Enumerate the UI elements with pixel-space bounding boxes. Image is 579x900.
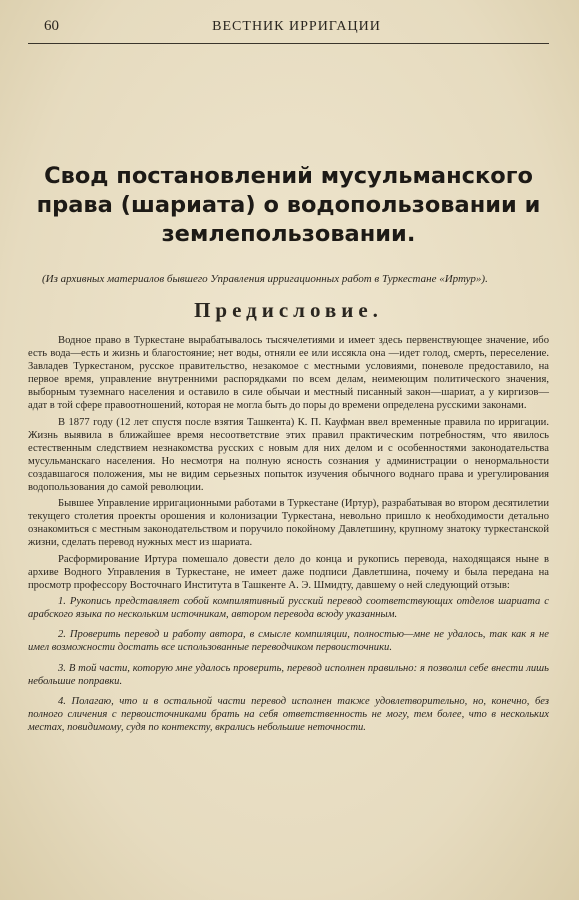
review-quote bbox=[28, 595, 549, 735]
body-paragraph: В 1877 году (12 лет спустя после взятия Ташкента) К. П. Кауфман ввел временные правила по ирригации. Жизнь выявила в ближайшее время несоответствие этих правил практическим потребностям, что явилось естественным следствием незнакомства русских с новым для них делом и с особенностями законодательства мусульманскаго населения. Но несмотря на полную ясность сознания у администрации о ненормальности создавшагося положения, мы не видим серьезных попыток изучения обычного воднаго права и урегулирования водопользования до самой революции. bbox=[28, 416, 549, 494]
body-paragraph: Расформирование Иртура помешало довести дело до конца и рукопись перевода, находящаяся ныне в архиве Водного Управления в Туркестане, не имеет даже подписи Давлетшина, почему и была передана на просмотр профессору Восточнаго Института в Ташкенте А. Э. Шмидту, давшему о ней следующий отзыв: bbox=[28, 553, 549, 591]
article-title: Свод постановлений мусульманского права (шариата) о водопользовании и землепользовании. bbox=[36, 163, 541, 247]
review-point: 2. Проверить перевод и работу автора, в смысле компиляции, полностью—мне не удалось, так как я не имел возможности достать все использованные переводчиком первоисточники. bbox=[28, 629, 549, 654]
review-point: 3. В той части, которую мне удалось проверить, перевод исполнен правильно: я позволил себе внести лишь небольшие поправки. bbox=[28, 662, 549, 687]
header-rule bbox=[28, 43, 549, 44]
body-paragraph: Бывшее Управление ирригационными работами в Туркестане (Иртур), разрабатывая во втором десятилетии текущего столетия проекты орошения и колонизации Туркестана, невольно пришло к необходимости детально ознакомиться с местным законодательством и поручило покойному Давлетшину, крупному знатоку туркестанской жизни, сделать перевод нужных мест из шариата. bbox=[28, 498, 549, 549]
review-point: 4. Полагаю, что и в остальной части перевод исполнен также удовлетворительно, но, конечно, без полного сличения с первоисточниками брать на себя ответственность не могу, тем более, что в нескольких местах, повидимому, судя по контексту, вкрались небольшие неточности. bbox=[28, 696, 549, 734]
page-header bbox=[28, 18, 549, 40]
section-heading: Предисловие. bbox=[194, 298, 383, 322]
source-note: (Из архивных материалов бывшего Управления ирригационных работ в Туркестане «Иртур»). bbox=[42, 273, 488, 285]
running-head: ВЕСТНИК ИРРИГАЦИИ bbox=[212, 19, 381, 34]
page-number: 60 bbox=[44, 18, 59, 34]
review-point: 1. Рукопись представляет собой компилятивный русский перевод соответствующих отделов шариата с арабского языка по нескольким источникам, автором перевода всюду указанным. bbox=[28, 595, 549, 620]
body-paragraph: Водное право в Туркестане вырабатывалось тысячелетиями и имеет здесь первенствующее значение, ибо есть вода—есть и жизнь и благостояние; нет воды, отняли ее или иссякла она —идет голод, смерть, переселение. Завладев Туркестаном, русское правительство, незакомое с местными условиями, поневоле предоставило, на первое время, управление внутренними распорядками по всем делам, неимеющим политического значения, выборным туземнаго населения и оставило в силе обычаи и местный писанный закон—шариат, а у киргизов—адат в той сфере правоотношений, которая не могла быть до поры до времени определена русскими законами. bbox=[28, 335, 549, 412]
article-body bbox=[28, 334, 549, 592]
